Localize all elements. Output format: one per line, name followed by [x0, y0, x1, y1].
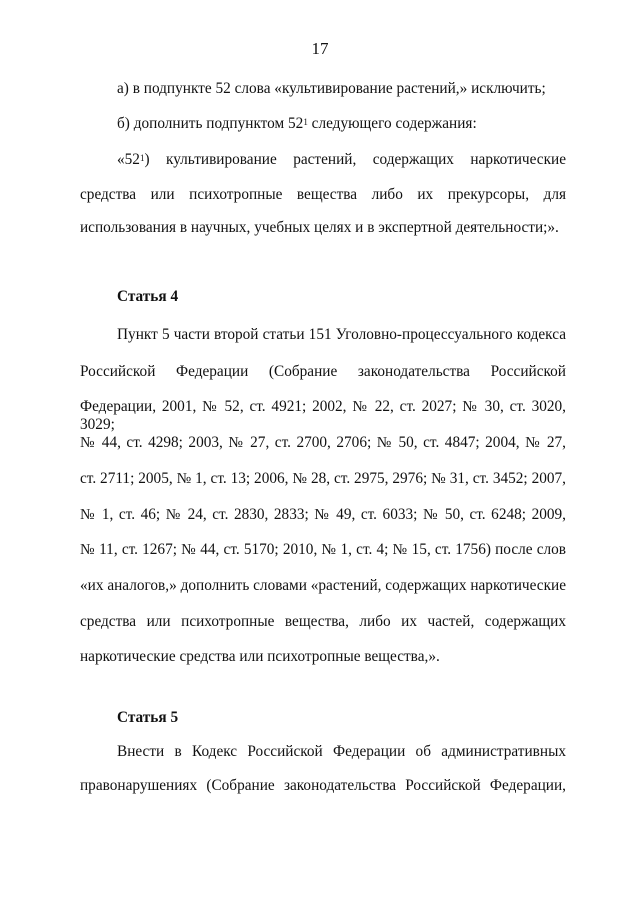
paragraph-line: а) в подпункте 52 слова «культивирование растений,» исключить;	[117, 80, 546, 97]
paragraph-line: № 44, ст. 4298; 2003, № 27, ст. 2700, 2706; № 50, ст. 4847; 2004, № 27,	[80, 434, 566, 451]
paragraph-line: ст. 2711; 2005, № 1, ст. 13; 2006, № 28, ст. 2975, 2976; № 31, ст. 3452; 2007,	[80, 470, 566, 487]
paragraph-line	[117, 115, 566, 133]
page-number: 17	[311, 39, 329, 58]
paragraph-line: правонарушениях (Собрание законодательства Российской Федерации,	[80, 777, 566, 794]
superscript: 1	[139, 153, 145, 163]
text: б) дополнить подпунктом 52	[117, 115, 304, 132]
text: следующего содержания:	[311, 115, 477, 132]
paragraph-line: Федерации, 2001, № 52, ст. 4921; 2002, № 22, ст. 2027; № 30, ст. 3020, 3029;	[80, 398, 566, 433]
article-heading: Статья 4	[117, 288, 179, 305]
paragraph-line: средства или психотропные вещества, либо их частей, содержащих	[80, 613, 566, 630]
paragraph-line	[117, 151, 566, 169]
text: «52	[117, 151, 140, 168]
text: ) культивирование растений, содержащих наркотические	[144, 151, 566, 168]
paragraph-line: № 11, ст. 1267; № 44, ст. 5170; 2010, № 1, ст. 4; № 15, ст. 1756) после слов	[80, 541, 566, 558]
superscript: 1	[303, 117, 308, 127]
paragraph-line: средства или психотропные вещества либо их прекурсоры, для	[80, 186, 566, 203]
paragraph-line: использования в научных, учебных целях и в экспертной деятельности;».	[80, 219, 559, 236]
article-heading: Статья 5	[117, 709, 179, 726]
paragraph-line: Внести в Кодекс Российской Федерации об административных	[117, 743, 566, 760]
paragraph-line: № 1, ст. 46; № 24, ст. 2830, 2833; № 49, ст. 6033; № 50, ст. 6248; 2009,	[80, 506, 566, 523]
paragraph-line: «их аналогов,» дополнить словами «растений, содержащих наркотические	[80, 577, 566, 594]
paragraph-line: наркотические средства или психотропные вещества,».	[80, 648, 440, 665]
paragraph-line: Пункт 5 части второй статьи 151 Уголовно-процессуального кодекса	[117, 326, 566, 343]
paragraph-line: Российской Федерации (Собрание законодательства Российской	[80, 363, 566, 380]
